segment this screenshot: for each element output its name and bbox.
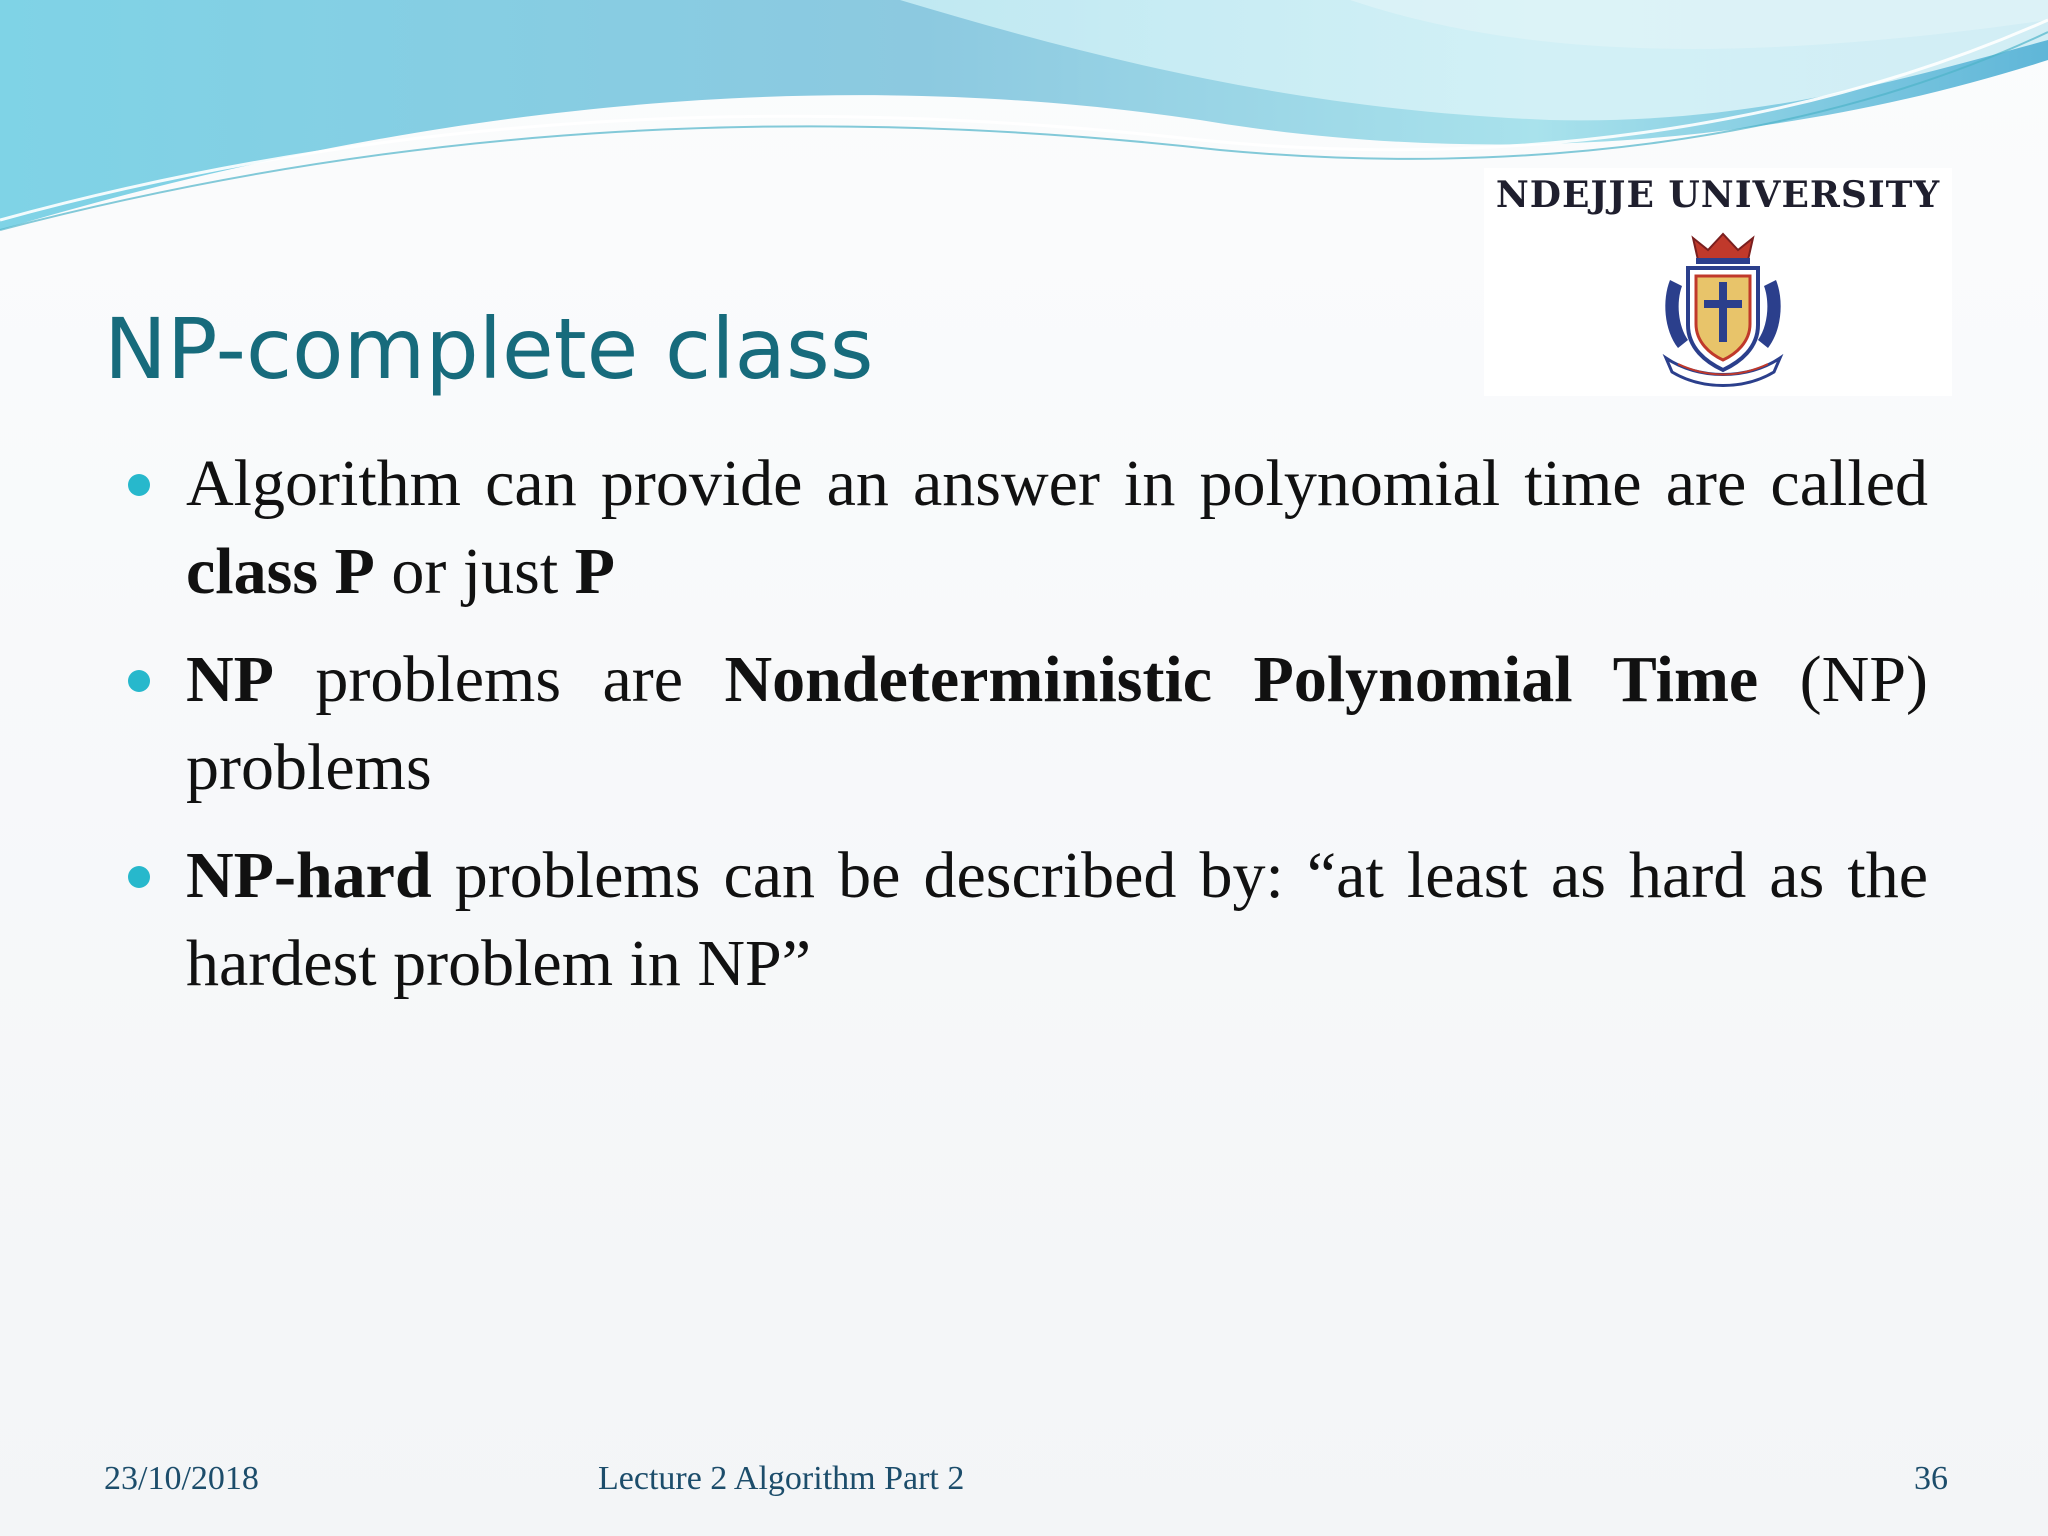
bullet-seg: problems can be described by: “at least as hard as the hardest problem in NP” <box>186 839 1928 1000</box>
bullet-seg-bold: P <box>574 535 615 608</box>
bullet-seg-bold: NP <box>186 643 274 716</box>
bullet-icon <box>128 474 150 496</box>
university-crest-icon <box>1648 230 1798 390</box>
bullet-seg: Algorithm can provide an answer in polynomial time are called <box>186 447 1928 520</box>
bullet-seg-bold: NP-hard <box>186 839 432 912</box>
bullet-seg: or just <box>374 535 575 608</box>
footer-date: 23/10/2018 <box>104 1460 259 1497</box>
university-logo <box>1484 168 1952 396</box>
slide-number: 36 <box>1914 1460 1948 1497</box>
slide-title: NP-complete class <box>104 300 874 398</box>
bullet-icon <box>128 866 150 888</box>
university-name: NDEJJE UNIVERSITY <box>1495 174 1941 216</box>
bullet-seg: problems are <box>273 643 725 716</box>
bullet-item <box>128 832 1928 1008</box>
bullet-item <box>128 636 1928 812</box>
footer-lecture-title: Lecture 2 Algorithm Part 2 <box>598 1460 965 1497</box>
bullet-list <box>128 440 1928 1028</box>
bullet-item <box>128 440 1928 616</box>
bullet-seg-bold: class P <box>186 535 375 608</box>
bullet-seg: (NP) problems <box>186 643 1928 804</box>
bullet-icon <box>128 670 150 692</box>
bullet-seg-bold: Nondeterministic Polynomial Time <box>724 643 1759 716</box>
